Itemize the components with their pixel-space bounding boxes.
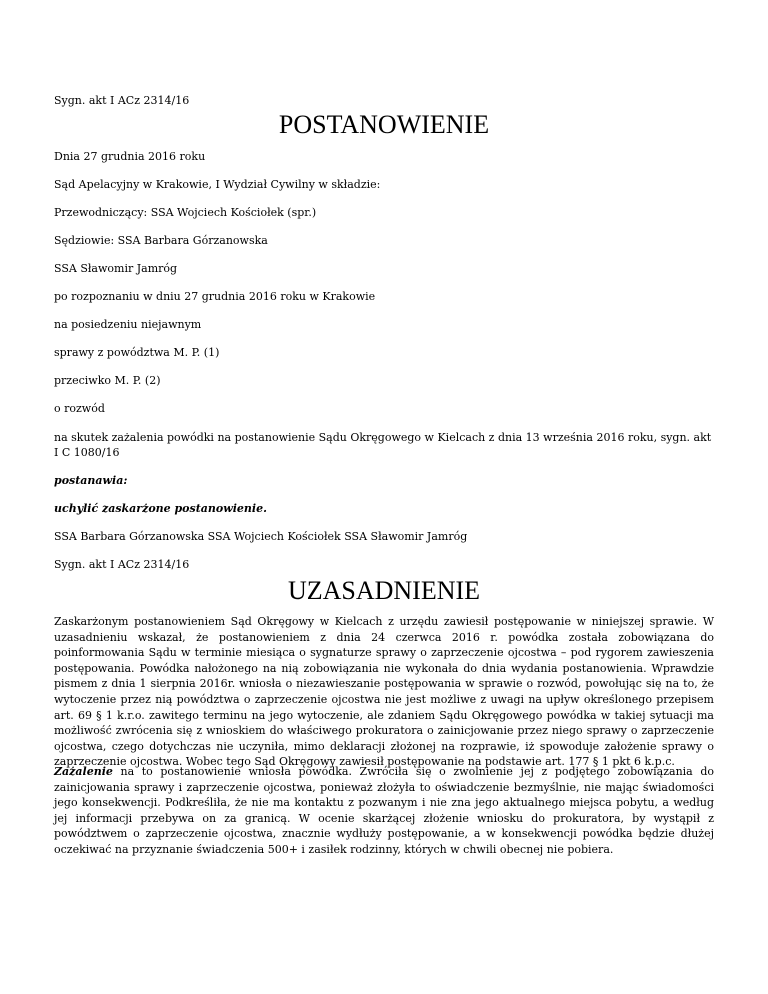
- ruling-label: postanawia:: [54, 474, 128, 487]
- appeal-basis: na skutek zażalenia powódki na postanowienie Sądu Okręgowego w Kielcach z dnia 13 września 2016 roku, sygn. akt I C 1080/16: [54, 431, 712, 459]
- decision-title: POSTANOWIENIE: [278, 110, 490, 139]
- signatures: SSA Barbara Górzanowska SSA Wojciech Kościołek SSA Sławomir Jamróg: [54, 530, 468, 543]
- presiding-judge: Przewodniczący: SSA Wojciech Kościołek (spr.): [54, 206, 317, 219]
- paragraph-2-lead: Zażalenie: [54, 765, 113, 778]
- ruling: uchylić zaskarżone postanowienie.: [54, 502, 267, 515]
- case-number: Sygn. akt I ACz 2314/16: [54, 94, 190, 107]
- decision-date: Dnia 27 grudnia 2016 roku: [54, 150, 206, 163]
- justification-paragraph-2: [54, 764, 714, 858]
- justification-title: UZASADNIENIE: [287, 576, 481, 605]
- hearing-info: po rozpoznaniu w dniu 27 grudnia 2016 roku w Krakowie: [54, 290, 376, 303]
- plaintiff: sprawy z powództwa M. P. (1): [54, 346, 220, 359]
- defendant: przeciwko M. P. (2): [54, 374, 161, 387]
- court-composition: Sąd Apelacyjny w Krakowie, I Wydział Cywilny w składzie:: [54, 178, 381, 191]
- paragraph-2-text: na to postanowienie wniosła powódka. Zwróciła się o zwolnienie jej z podjętego zobowiązania do zainicjowania sprawy i zaprzeczenie ojcostwa, ponieważ złożyła to oświadczenie bezmyślnie, nie mając świadomości jego konsekwencji. Podkreśliła, że nie ma kontaktu z pozwanym i nie zna jego aktualnego miejsca pobytu, a według jej informacji przebywa on za granicą. W ocenie skarżącej złożenie wniosku do prokuratora, by wystąpił z powództwem o zaprzeczenie ojcostwa, znacznie wydłuży postępowanie, a w konsekwencji powódka będzie dłużej oczekiwać na przyznanie świadczenia 500+ i zasiłek rodzinny, których w chwili obecnej nie pobiera.: [54, 765, 714, 856]
- case-subject: o rozwód: [54, 402, 105, 415]
- justification-case-number: Sygn. akt I ACz 2314/16: [54, 558, 190, 571]
- judges: Sędziowie: SSA Barbara Górzanowska: [54, 234, 268, 247]
- justification-paragraph-1: Zaskarżonym postanowieniem Sąd Okręgowy w Kielcach z urzędu zawiesił postępowanie w niniejszej sprawie. W uzasadnieniu wskazał, że postanowieniem z dnia 24 czerwca 2016 r. powódka została zobowiązana do poinformowania Sądu w terminie miesiąca o sygnaturze sprawy o zaprzeczenie ojcostwa – pod rygorem zawieszenia postępowania. Powódka nałożonego na nią zobowiązania nie wykonała do dnia wydania postanowienia. Wprawdzie pismem z dnia 1 sierpnia 2016r. wniosła o niezawieszanie postępowania w sprawie o rozwód, powołując się na to, że wytoczenie przez nią powództwa o zaprzeczenie ojcostwa nie jest możliwe z uwagi na upływ określonego przepisem art. 69 § 1 k.r.o. zawitego terminu na jego wytoczenie, ale zdaniem Sądu Okręgowego powódka w takiej sytuacji ma możliwość zwrócenia się z wnioskiem do właściwego prokuratora o zainicjowanie przez niego sprawy o zaprzeczenie ojcostwa, czego dotychczas nie uczyniła, mimo deklaracji złożonej na rozprawie, iż spowoduje założenie sprawy o zaprzeczenie ojcostwa. Wobec tego Sąd Okręgowy zawiesił postępowanie na podstawie art. 177 § 1 pkt 6 k.p.c.: [54, 615, 714, 769]
- judge-second: SSA Sławomir Jamróg: [54, 262, 178, 275]
- session-type: na posiedzeniu niejawnym: [54, 318, 202, 331]
